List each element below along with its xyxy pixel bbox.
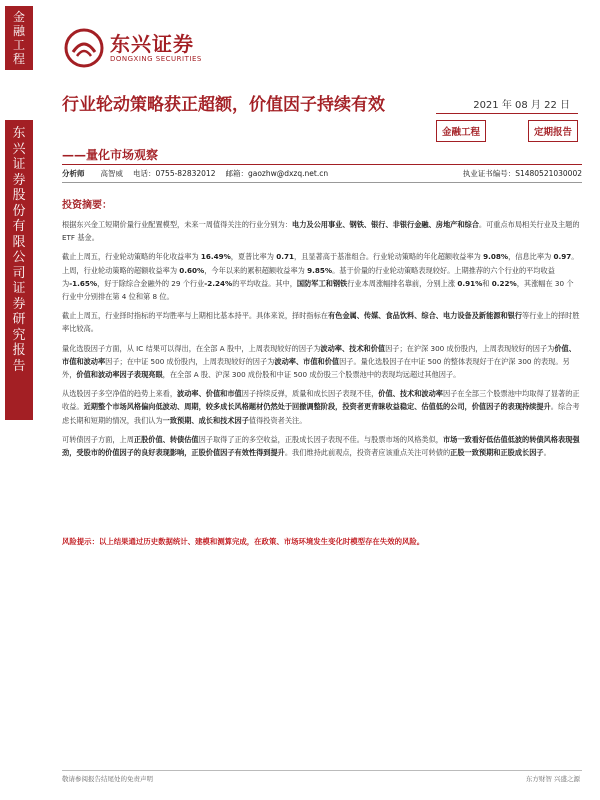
logo-name-en: DONGXING SECURITIES [110, 55, 202, 63]
report-subtitle: ——量化市场观察 [62, 148, 159, 162]
sidebar-char: 工 [12, 38, 25, 52]
tag-periodic-report: 定期报告 [528, 120, 578, 142]
sidebar-char: 有 [12, 219, 26, 234]
tag-financial-engineering: 金融工程 [436, 120, 486, 142]
sidebar-char: 券 [12, 172, 26, 188]
sidebar-char: 报 [12, 343, 26, 358]
sidebar-char: 限 [12, 234, 26, 250]
divider [62, 182, 582, 183]
sidebar-char: 兴 [12, 141, 26, 157]
paragraph-rotation-performance: 截止上周五，行业轮动策略的年化收益率为 16.49%，夏普比率为 0.71，且显著高于基准组合。行业轮动策略的年化超额收益率为 9.08%，信息比率为 0.97。上周，行业轮动策略的超额收益率为 0.60%，今年以来的累积超额收益率为 9.85%。基于价量的行业轮动策略表现较好。上期推荐的六个行业的平均收益为-1.65%，好于除综合金融外的 29 个行业-2.24%的平均收益。其中，国防军工和钢铁行业本周涨幅排名靠前，分别上涨 0.91%和 0.22%，其涨幅在 30 个行业中分别排在第 4 位和第 8 位。 [62, 252, 579, 302]
company-logo [64, 28, 202, 68]
risk-warning: 风险提示：以上结果通过历史数据统计、建模和测算完成，在政策、市场环境发生变化时模型存在失效的风险。 [62, 537, 425, 546]
report-date: 2021 年 08 月 22 日 [436, 94, 578, 114]
sidebar-char: 告 [12, 358, 26, 374]
sidebar-category-tag [5, 6, 33, 70]
sidebar-char: 股 [12, 188, 26, 203]
footer-disclaimer: 敬请参阅报告结尾处的免责声明 [62, 775, 153, 783]
paragraph-factor-ic: 量化选股因子方面，从 IC 结果可以得出，在全部 A 股中，上周表现较好的因子为波动率、技术和价值因子；在沪深 300 成份股内，上周表现较好的因子为价值、市值和波动率因子；在中证 500 成份股内，上周表现较好的因子为波动率、市值和价值因子。量化选股因子在中证 500 的整体表现好于在沪深 300 的表现。另外，价值和波动率因子表现亮眼，在全部 A 股、沪深 300 成份股和中证 500 成份股三个股票池中的表现均远超过其他因子。 [62, 343, 576, 380]
analyst-name: 高智威 [100, 169, 123, 178]
report-title: 行业轮动策略获正超额，价值因子持续有效 [62, 95, 385, 115]
paragraph-industry-picks: 根据东兴金工短期价量行业配置模型，未来一周值得关注的行业分别为：电力及公用事业、钢铁、银行、非银行金融、房地产和综合。可重点布局相关行业及主题的 ETF 基金。 [62, 220, 580, 243]
logo-mark-icon [64, 28, 104, 68]
analyst-info [62, 168, 582, 179]
paragraph-factor-trend: 从选股因子多空净值的趋势上来看，波动率、价值和市值因子持续反弹，质量和成长因子表现不佳，价值、技术和波动率因子在全部三个股票池中均取得了显著的正收益。近期整个市场风格偏向低波动、周期，较多成长风格题材仍然处于回撤调整阶段，投资者更青睐收益稳定、估值低的公司，价值因子的表现持续提升。综合考虑长期和短期的情况，我们认为一致预期、成长和技术因子值得投资者关注。 [62, 389, 580, 425]
sidebar [0, 0, 38, 800]
footer-slogan: 东方财智 兴盛之源 [525, 775, 580, 783]
paragraph-timing: 截止上周五，行业择时指标的平均胜率与上期相比基本持平。具体来说，择时指标在有色金属、传媒、食品饮料、综合、电力设备及新能源和银行等行业上的择时胜率比较高。 [62, 311, 580, 334]
analyst-label: 分析师 [62, 169, 85, 178]
sidebar-char: 东 [12, 126, 26, 141]
summary-heading: 投资摘要： [62, 200, 112, 211]
footer-divider [62, 770, 582, 771]
analyst-email: 邮箱：gaozhw@dxzq.net.cn [225, 169, 329, 178]
sidebar-char: 金 [12, 10, 25, 24]
paragraph-convertible-bonds: 可转债因子方面，上周正股价值、转债估值因子取得了正的多空收益，正股成长因子表现不佳。与股票市场的风格类似，市场一致看好低估值低波的转债风格表现强劲，受股市的价值因子的良好表现影响，正股价值因子有效性得到提升。我们维持此前观点，投资者应该重点关注可转债的正股一致预期和正股成长因子。 [62, 434, 580, 458]
sidebar-char: 证 [12, 281, 26, 296]
sidebar-char: 公 [12, 250, 26, 265]
sidebar-char: 司 [12, 265, 26, 281]
analyst-cert: 执业证书编号：S1480521030002 [462, 169, 582, 178]
analyst-phone: 电话：0755-82832012 [133, 169, 216, 178]
sidebar-char: 份 [12, 203, 26, 219]
logo-name-cn: 东兴证券 [110, 32, 194, 56]
sidebar-char: 证 [12, 157, 26, 172]
sidebar-char: 融 [12, 24, 25, 38]
sidebar-company-band [5, 120, 33, 420]
sidebar-char: 究 [12, 327, 26, 343]
sidebar-char: 研 [12, 312, 26, 327]
sidebar-char: 程 [12, 52, 25, 66]
sidebar-char: 券 [12, 296, 26, 312]
report-meta [436, 94, 578, 142]
divider [62, 164, 582, 165]
summary-body [62, 218, 580, 465]
